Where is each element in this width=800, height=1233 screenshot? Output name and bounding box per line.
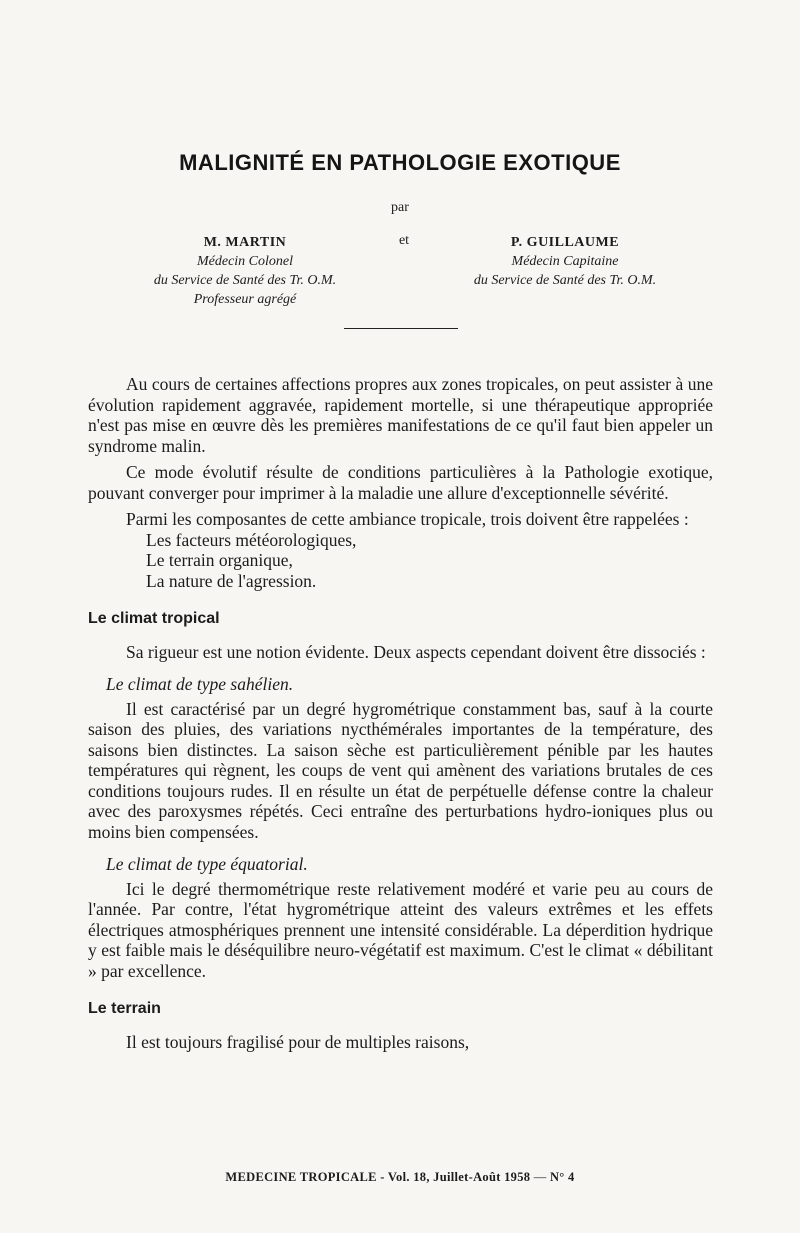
list-item: Le terrain organique, [146,550,293,570]
footer-dash: — [533,1170,547,1184]
author-conjunction: et [398,233,410,248]
factor-list [88,530,713,592]
section-paragraph: Il est caractérisé par un degré hygrométrique constamment bas, sauf à la courte saison des pluies, des variations nycthémérales importantes de la température, des saisons bien distinctes. La saison sèche est particulièrement pénible par les hautes températures qui règnent, les coups de vent qui amènent des variations brutales de ces conditions toujours rudes. Il en résulte un état de perpétuelle défense contre la chaleur avec des paroxysmes répétés. Ceci entraîne des perturbations hydro-ioniques plus ou moins bien compensées. [88,698,713,842]
author-name: P. GUILLAUME [510,235,620,250]
author-title: Professeur agrégé [193,292,297,307]
author-right [420,233,710,290]
author-left [100,233,390,309]
footer-separator: - [380,1170,385,1184]
section-paragraph: Ici le degré thermométrique reste relativement modéré et varie peu au cours de l'année. Par contre, l'état hygrométrique atteint des valeurs extrêmes et les effets électriques atmosphériques prennent une intensité considérable. La déperdition hydrique y est faible mais le déséquilibre neuro-végétatif est maximum. C'est le climat « débilitant » par excellence. [88,878,713,981]
intro-paragraph: Ce mode évolutif résulte de conditions particulières à la Pathologie exotique, pouvant converger pour imprimer à la maladie une allure d'exceptionnelle sévérité. [88,462,713,503]
article-body [88,374,713,1058]
author-affiliation: du Service de Santé des Tr. O.M. [473,273,657,288]
title-divider [344,328,458,329]
section-paragraph: Sa rigueur est une notion évidente. Deux aspects cependant doivent être dissociés : [126,641,706,662]
section-paragraph: Il est toujours fragilisé pour de multiples raisons, [126,1031,470,1052]
list-item: La nature de l'agression. [146,570,317,591]
subsection-heading: Le climat de type sahélien. [106,674,294,694]
journal-name: MEDECINE TROPICALE [225,1170,377,1184]
author-name: M. MARTIN [203,235,287,250]
author-affiliation: du Service de Santé des Tr. O.M. [153,273,337,288]
byline-par: par [391,200,409,215]
intro-paragraph: Au cours de certaines affections propres aux zones tropicales, on peut assister à une évolution rapidement aggravée, rapidement mortelle, si une thérapeutique appropriée n'est pas mise en œuvre dès les premières manifestations de ce qu'il faut bien appeler un syndrome malin. [88,374,713,456]
intro-paragraph: Parmi les composantes de cette ambiance tropicale, trois doivent être rappelées : [126,509,689,529]
subsection-heading: Le climat de type équatorial. [106,854,308,874]
section-heading: Le climat tropical [88,610,220,627]
author-role: Médecin Capitaine [511,254,619,269]
section-heading: Le terrain [88,1000,161,1017]
list-item: Les facteurs météorologiques, [146,529,357,550]
page-title: MALIGNITÉ EN PATHOLOGIE EXOTIQUE [179,150,621,175]
journal-volume: Vol. 18, Juillet-Août 1958 [387,1170,531,1184]
journal-number: N° 4 [549,1170,575,1184]
page-footer [0,1170,800,1185]
author-role: Médecin Colonel [196,254,294,269]
